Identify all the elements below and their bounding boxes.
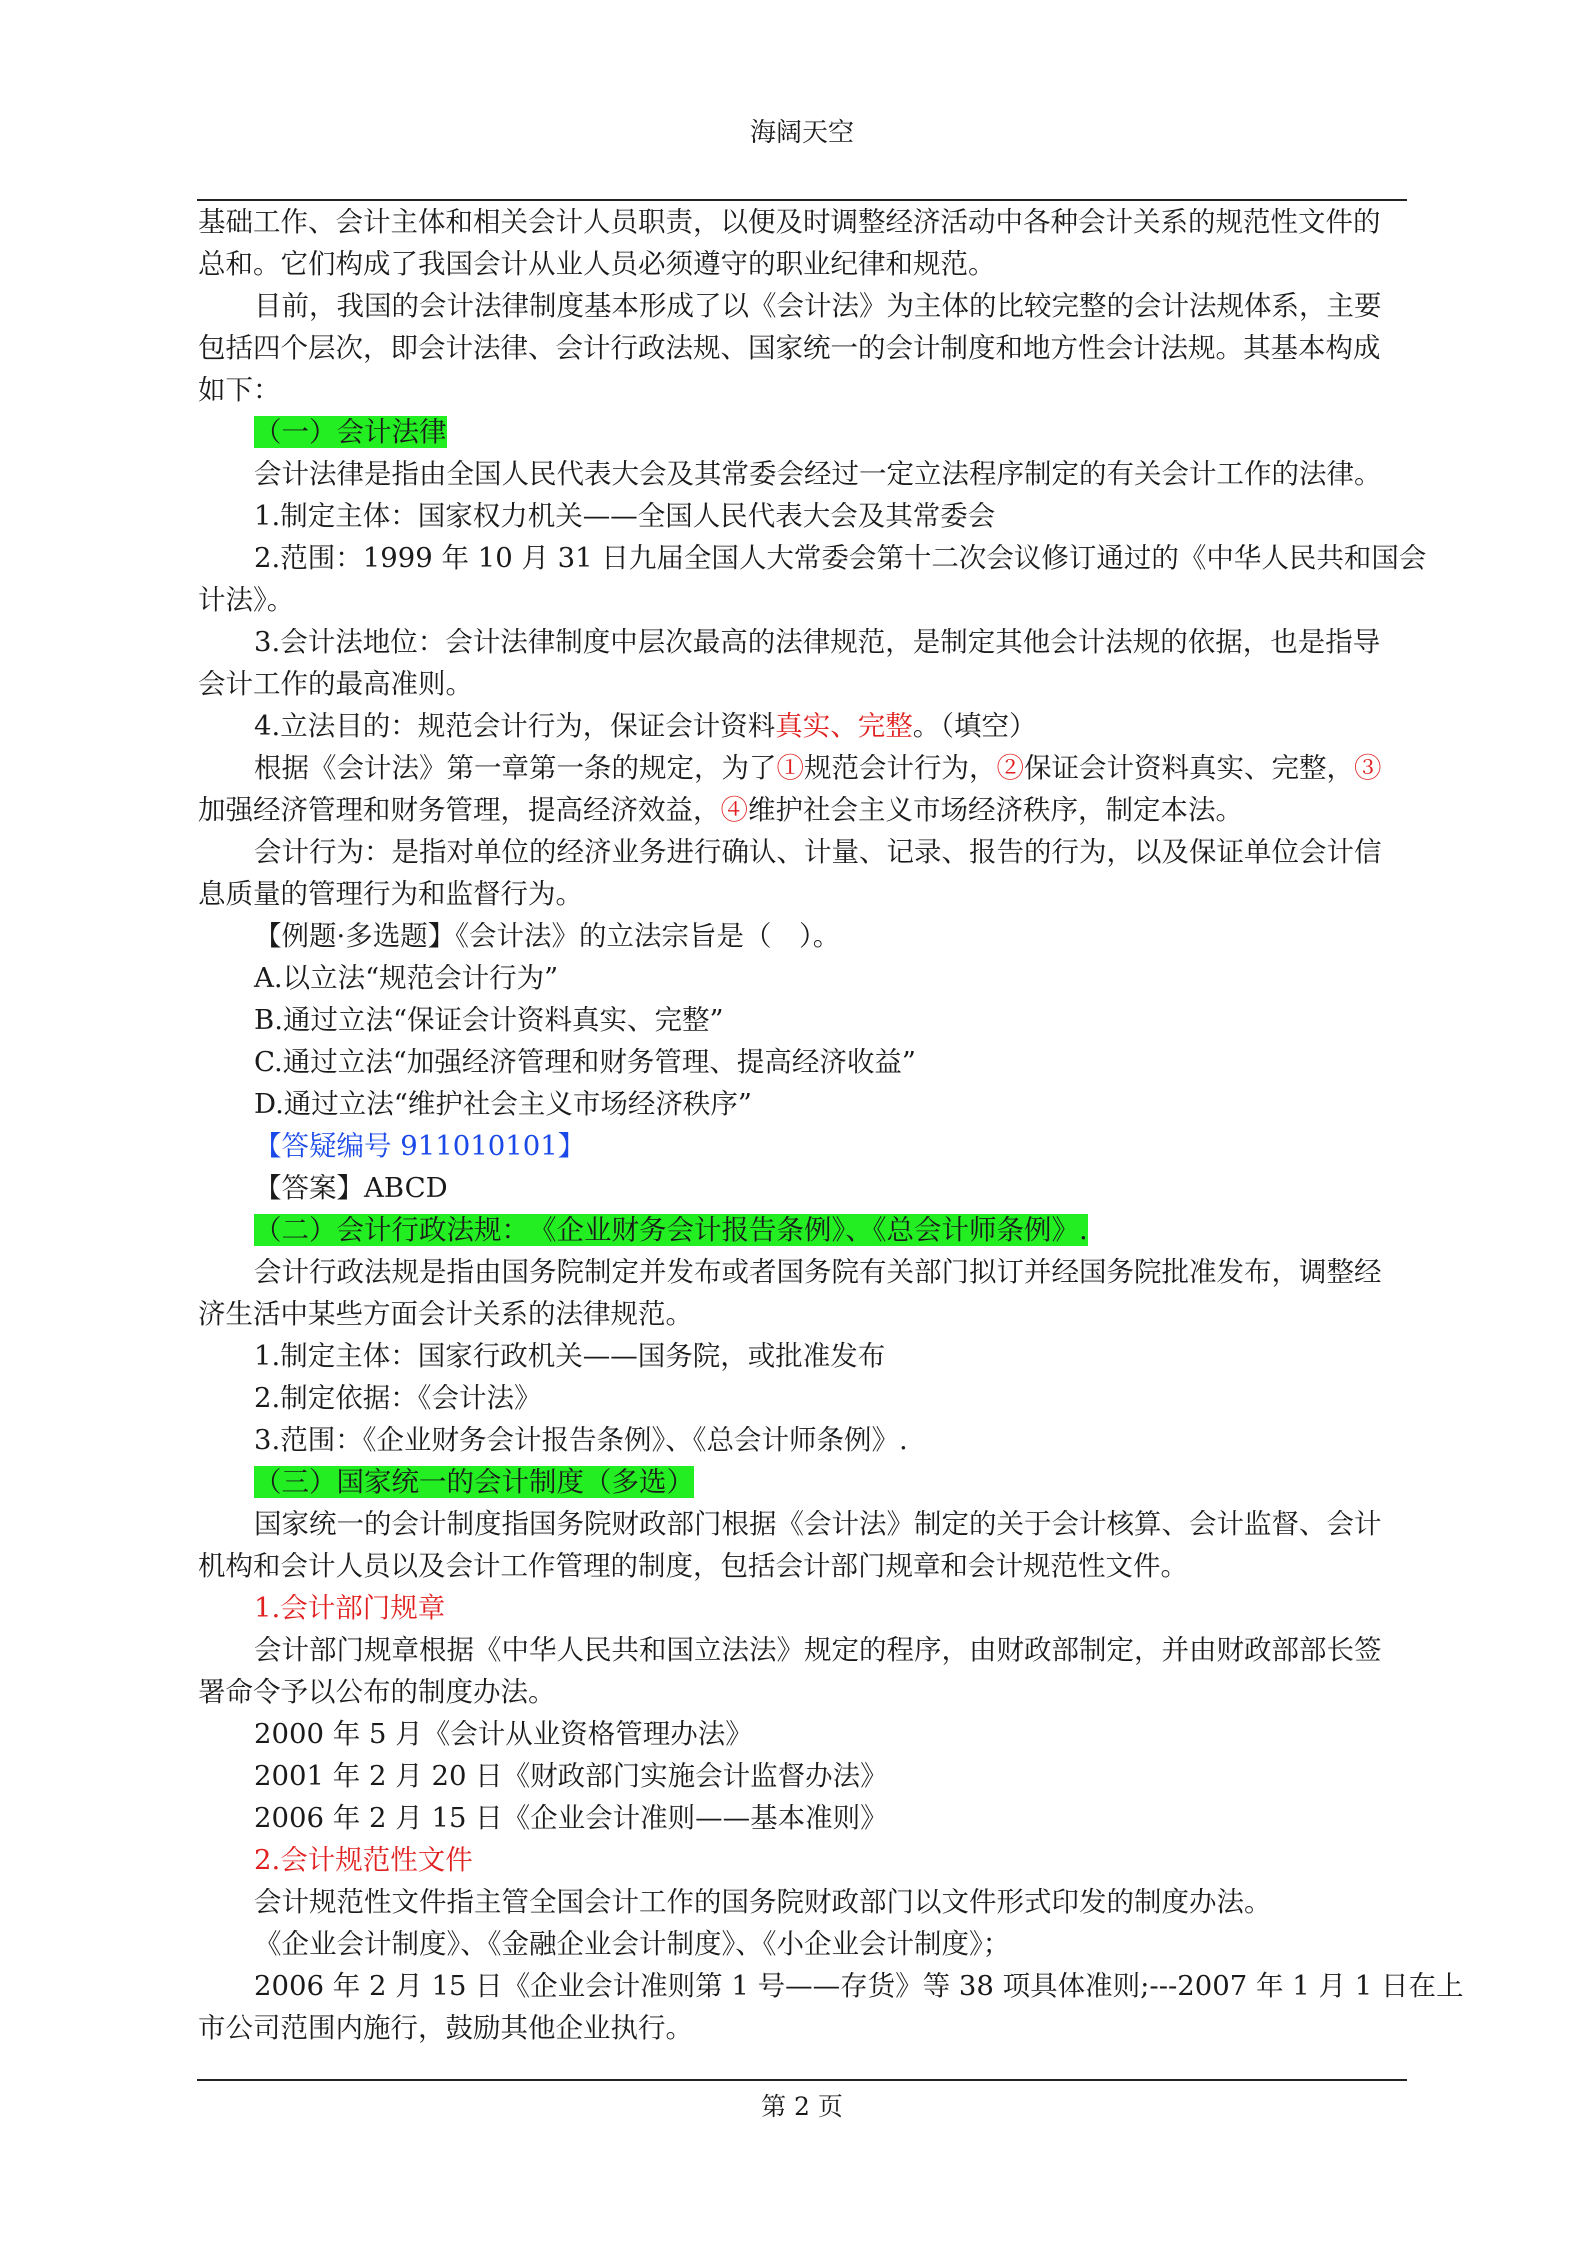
document-body	[198, 201, 1464, 2049]
paragraph-line: 会计行为：是指对单位的经济业务进行确认、计量、记录、报告的行为，以及保证单位会计信	[254, 836, 1382, 868]
paragraph-line: 2.范围：1999 年 10 月 31 日九届全国人大常委会第十二次会议修订通过的《中华人民共和国会	[254, 542, 1427, 574]
paragraph-line: 机构和会计人员以及会计工作管理的制度，包括会计部门规章和会计规范性文件。	[198, 1550, 1188, 1582]
paragraph-line: 目前，我国的会计法律制度基本形成了以《会计法》为主体的比较完整的会计法规体系，主要	[254, 290, 1382, 322]
page-header: 海阔天空	[749, 118, 854, 148]
paragraph-line: 2006 年 2 月 15 日《企业会计准则——基本准则》	[254, 1802, 888, 1834]
paragraph-line: 国家统一的会计制度指国务院财政部门根据《会计法》制定的关于会计核算、会计监督、会计	[254, 1508, 1382, 1540]
highlighted-heading: （一）会计法律	[254, 416, 447, 448]
option-d: D.通过立法“维护社会主义市场经济秩序”	[254, 1088, 752, 1120]
paragraph-line: 3.范围：《企业财务会计报告条例》、《总会计师条例》.	[254, 1424, 908, 1456]
paragraph-line: 济生活中某些方面会计关系的法律规范。	[198, 1298, 693, 1330]
paragraph-line	[198, 747, 1406, 789]
text-span: 维护社会主义市场经济秩序，制定本法。	[748, 794, 1243, 826]
answer: 【答案】ABCD	[254, 1172, 448, 1204]
paragraph-line	[198, 789, 1406, 831]
text-span: 4.立法目的：规范会计行为，保证会计资料	[254, 710, 776, 742]
paragraph-line: 包括四个层次，即会计法律、会计行政法规、国家统一的会计制度和地方性会计法规。其基本构成	[198, 332, 1381, 364]
paragraph-line: 计法》。	[198, 584, 295, 616]
paragraph-line: 《企业会计制度》、《金融企业会计制度》、《小企业会计制度》；	[254, 1928, 1011, 1960]
footer-rule	[197, 2079, 1407, 2081]
text-span: 。（填空）	[912, 710, 1037, 742]
paragraph-line: 2.制定依据：《会计法》	[254, 1382, 542, 1414]
paragraph-line: 息质量的管理行为和监督行为。	[198, 878, 583, 910]
paragraph-line: 会计行政法规是指由国务院制定并发布或者国务院有关部门拟订并经国务院批准发布，调整经	[254, 1256, 1382, 1288]
answer-id: 【答疑编号 911010101】	[254, 1130, 586, 1162]
paragraph-line: 会计部门规章根据《中华人民共和国立法法》规定的程序，由财政部制定，并由财政部部长签	[254, 1634, 1382, 1666]
paragraph-line: 会计法律是指由全国人民代表大会及其常委会经过一定立法程序制定的有关会计工作的法律。	[254, 458, 1382, 490]
section-heading-3	[198, 1461, 1406, 1503]
paragraph-line: 基础工作、会计主体和相关会计人员职责，以便及时调整经济活动中各种会计关系的规范性文件的	[198, 206, 1381, 238]
option-b: B.通过立法“保证会计资料真实、完整”	[254, 1004, 724, 1036]
paragraph-line	[198, 705, 1406, 747]
section-heading-2	[198, 1209, 1406, 1251]
circled-number: ③	[1354, 752, 1382, 784]
subsection-heading: 2.会计规范性文件	[254, 1844, 473, 1876]
paragraph-line: 1.制定主体：国家行政机关——国务院，或批准发布	[254, 1340, 886, 1372]
paragraph-line: 2006 年 2 月 15 日《企业会计准则第 1 号——存货》等 38 项具体准则;---2007 年 1 月 1 日在上	[254, 1970, 1464, 2002]
page-number: 第 2 页	[761, 2092, 843, 2121]
paragraph-line: 会计工作的最高准则。	[198, 668, 473, 700]
text-span: 保证会计资料真实、完整，	[1024, 752, 1354, 784]
option-a: A.以立法“规范会计行为”	[254, 962, 559, 994]
paragraph-line: 市公司范围内施行，鼓励其他企业执行。	[198, 2012, 693, 2044]
paragraph-line: 2000 年 5 月《会计从业资格管理办法》	[254, 1718, 753, 1750]
red-emphasis: 真实、完整	[775, 710, 913, 742]
paragraph-line: 会计规范性文件指主管全国会计工作的国务院财政部门以文件形式印发的制度办法。	[254, 1886, 1272, 1918]
paragraph-line: 总和。它们构成了我国会计从业人员必须遵守的职业纪律和规范。	[198, 248, 996, 280]
text-span: 根据《会计法》第一章第一条的规定，为了	[254, 752, 777, 784]
paragraph-line: 2001 年 2 月 20 日《财政部门实施会计监督办法》	[254, 1760, 888, 1792]
paragraph-line: 3.会计法地位：会计法律制度中层次最高的法律规范，是制定其他会计法规的依据，也是指导	[254, 626, 1381, 658]
circled-number: ①	[776, 752, 804, 784]
circled-number: ④	[720, 794, 748, 826]
text-span: 规范会计行为，	[804, 752, 997, 784]
text-span: 加强经济管理和财务管理，提高经济效益，	[198, 794, 721, 826]
highlighted-heading: （二）会计行政法规： 《企业财务会计报告条例》、《总会计师条例》.	[254, 1214, 1088, 1246]
example-question: 【例题·多选题】《会计法》的立法宗旨是（ ）。	[254, 920, 841, 952]
highlighted-heading: （三）国家统一的会计制度（多选）	[254, 1466, 694, 1498]
subsection-heading: 1.会计部门规章	[254, 1592, 446, 1624]
paragraph-line: 1.制定主体：国家权力机关——全国人民代表大会及其常委会	[254, 500, 996, 532]
paragraph-line: 署命令予以公布的制度办法。	[198, 1676, 556, 1708]
paragraph-line: 如下：	[198, 374, 281, 406]
circled-number: ②	[996, 752, 1024, 784]
section-heading-1	[198, 411, 1406, 453]
option-c: C.通过立法“加强经济管理和财务管理、提高经济收益”	[254, 1046, 916, 1078]
